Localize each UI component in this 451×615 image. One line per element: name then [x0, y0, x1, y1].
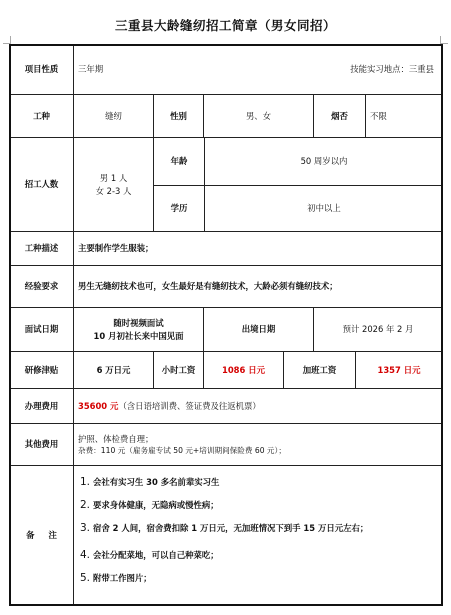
fee-value: [73, 389, 442, 423]
note-num-5: 5.: [80, 572, 91, 584]
exp-value: 男生无缝纫技术也可，女生最好是有缝纫技术，大龄必须有缝纫技术；: [73, 266, 442, 307]
note-item-3: [80, 522, 368, 534]
note-num-2: 2.: [80, 499, 91, 511]
hourly-label: 小时工资: [153, 352, 203, 388]
note-text-1: 会社有实习生 30 多名前辈实习生: [92, 477, 220, 487]
fee-amount: 35600 元: [78, 400, 119, 411]
note-num-1: 1.: [80, 476, 91, 488]
note-num-4: 4.: [80, 549, 91, 561]
row-interview: [9, 307, 443, 352]
other-label: 其他费用: [24, 439, 59, 450]
job-label: 工种: [33, 110, 50, 121]
row-project: [9, 44, 443, 95]
recruit-female: 女 2-3 人: [95, 185, 132, 196]
gender-value: 男、女: [203, 95, 313, 137]
note-text-2: 要求身体健康，无隐病或慢性病；: [92, 500, 219, 510]
other-line1: 护照、体检费自理；: [78, 433, 154, 444]
recruit-count: [73, 138, 153, 231]
recruit-male: 男 1 人: [99, 173, 128, 184]
note-text-4: 会社分配菜地，可以自己种菜吃；: [92, 550, 219, 560]
desc-value: 主要制作学生服装；: [73, 232, 442, 265]
page-title: 三重县大龄缝纫招工简章（男女同招）: [114, 18, 336, 33]
smoke-value: 不限: [365, 95, 442, 137]
note-num-3: 3.: [80, 522, 91, 534]
pay-label: 研修津贴: [24, 364, 59, 375]
note-item-1: [80, 476, 219, 488]
row-recruit: [9, 137, 443, 232]
corner-mark-right: [440, 36, 448, 44]
recruit-subgrid: [153, 138, 442, 231]
interview-line1: 随时视频面试: [113, 318, 164, 329]
notes-label-1: 备: [26, 530, 49, 541]
row-pay: [9, 351, 443, 389]
desc-label: 工种描述: [24, 243, 59, 254]
other-value: [73, 424, 442, 465]
hourly-value: 1086 日元: [203, 352, 283, 388]
fee-detail: （含日语培训费、签证费及往返机票）: [118, 400, 261, 411]
interview-label: 面试日期: [24, 324, 59, 335]
project-location: 技能实习地点：三重县: [350, 64, 434, 75]
edu-value: 初中以上: [204, 185, 443, 231]
notes-label-2: 注: [48, 530, 71, 541]
row-other: [9, 423, 443, 466]
fee-label: 办理费用: [24, 400, 59, 411]
age-value: 50 周岁以内: [204, 138, 443, 185]
overtime-label: 加班工资: [283, 352, 355, 388]
recruit-label: 招工人数: [24, 179, 59, 190]
row-fee: [9, 388, 443, 424]
gender-label: 性别: [153, 95, 203, 137]
row-experience: [9, 265, 443, 308]
depart-label: 出境日期: [203, 308, 313, 351]
notes-label: [10, 466, 73, 605]
note-item-5: [80, 572, 152, 584]
allowance-value: 6 万日元: [73, 352, 153, 388]
age-label: 年龄: [170, 156, 188, 167]
overtime-value: 1357 日元: [355, 352, 442, 388]
depart-value: 预计 2026 年 2 月: [313, 308, 442, 351]
project-label: 项目性质: [24, 64, 59, 75]
note-text-5: 附带工作图片；: [92, 573, 152, 583]
job-value: 缝纫: [73, 95, 153, 137]
row-notes: [9, 465, 443, 606]
note-item-2: [80, 499, 219, 511]
row-desc: [9, 231, 443, 266]
exp-label: 经验要求: [24, 281, 59, 292]
note-text-3: 宿舍 2 人间，宿舍费扣除 1 万日元，无加班情况下到手 15 万日元左右；: [92, 523, 369, 533]
note-item-4: [80, 549, 219, 561]
interview-line2: 10 月初社长来中国见面: [93, 330, 184, 341]
interview-value: [73, 308, 203, 351]
corner-mark-left: [3, 36, 11, 44]
other-line2: 杂费：110 元（雇务雇专试 50 元+培训期间保险费 60 元）；: [78, 446, 286, 456]
smoke-label: 烟否: [313, 95, 365, 137]
edu-label: 学历: [170, 202, 188, 213]
project-value: 三年期: [73, 45, 273, 94]
row-job: [9, 94, 443, 138]
